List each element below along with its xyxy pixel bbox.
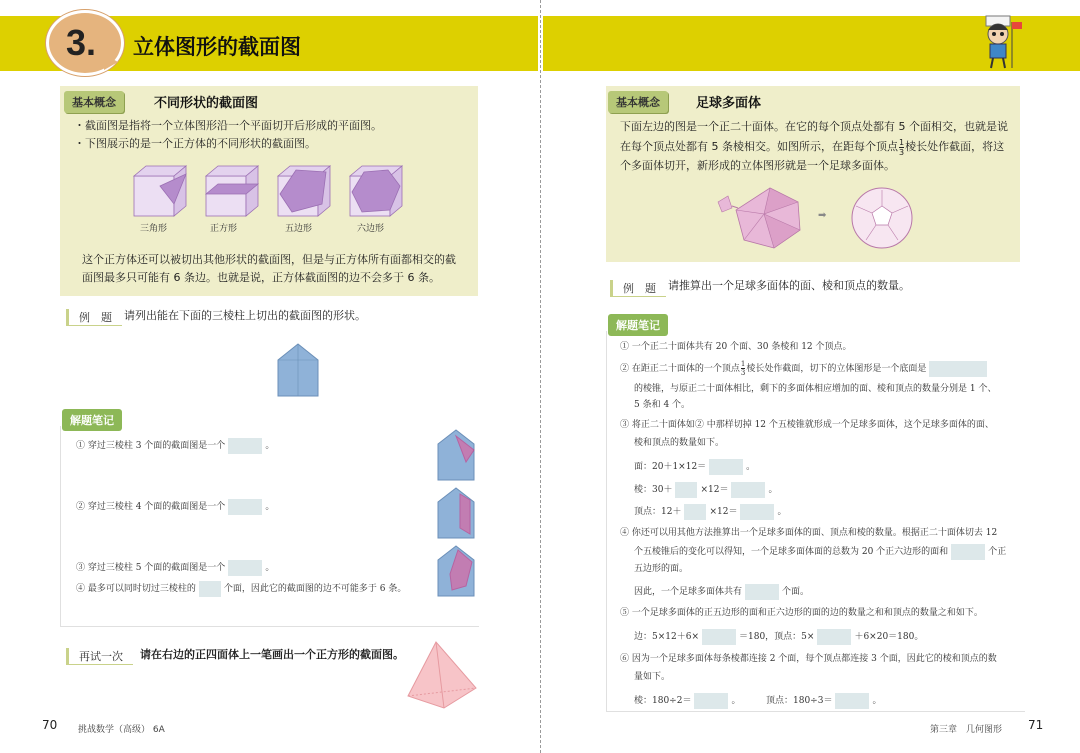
prism-cut-3-faces [436, 428, 478, 482]
answer-blank[interactable] [835, 693, 869, 709]
solution-line-2: ② 穿过三棱柱 4 个面的截面图是一个 。 [76, 496, 274, 518]
solution-line-3: ③ 穿过三棱柱 5 个面的截面图是一个 。 [76, 557, 274, 579]
sol-right-3a: ③ 将正二十面体如② 中那样切掉 12 个五棱锥就形成一个足球多面体，这个足球多面体的面、 [620, 420, 994, 430]
arrow-icon: ➡ [818, 210, 827, 221]
prism-cut-4-faces [436, 486, 478, 540]
paragraph-line-2: 面图最多只可能有 6 条边。也就是说，正方体截面图的边不会多于 6 条。 [82, 271, 440, 284]
retry-tag: 再试一次 [66, 648, 133, 665]
bullet-definition: ・截面图是指将一个立体图形沿一个平面切开后形成的平面图。 [74, 119, 382, 132]
sol-right-6b: 量如下。 [634, 672, 671, 682]
answer-blank[interactable] [228, 560, 262, 576]
triangular-prism-figure [276, 342, 320, 398]
shape-label-triangle: 三角形 [140, 224, 168, 234]
answer-blank[interactable] [228, 438, 262, 454]
edge-equation: 棱：30＋ ×12＝ 。 [634, 479, 777, 501]
sol-right-2c: 的棱锥，与原正二十面体相比，剩下的多面体相应增加的面、棱和顶点的数量分别是 1 个、 [634, 384, 997, 394]
concept-title-left: 不同形状的截面图 [154, 96, 259, 111]
example-text-right: 请推算出一个足球多面体的面、棱和顶点的数量。 [668, 279, 910, 292]
paragraph-right-1: 下面左边的图是一个正二十面体。在它的每个顶点处都有 5 个面相交，也就是说 [620, 120, 1008, 133]
sol-right-2a: ② 在距正二十面体的一个顶点 $\frac{1}{3}$ 棱长处作截面，切下的立体图形是一个底面是 [620, 358, 990, 380]
book-spine [540, 0, 541, 753]
footer-left: 挑战数学（高级） 6A [78, 725, 165, 735]
page-number-left: 70 [42, 718, 58, 732]
sol-right-3b: 棱和顶点的数量如下。 [634, 438, 725, 448]
mascot-illustration [980, 12, 1024, 70]
example-text-left: 请列出能在下面的三棱柱上切出的截面图的形状。 [124, 309, 366, 322]
solution-line-4: ④ 最多可以同时切过三棱柱的 个面，因此它的截面图的边不可能多于 6 条。 [76, 578, 406, 600]
face-equation: 面：20＋1×12＝ 。 [634, 456, 755, 478]
shape-label-hexagon: 六边形 [357, 224, 385, 234]
answer-blank[interactable] [731, 482, 765, 498]
shape-label-square: 正方形 [210, 224, 238, 234]
sol-right-4a: ④ 你还可以用其他方法推算出一个足球多面体的面、顶点和棱的数量。根据正二十面体切去 12 [620, 528, 998, 538]
badge-tail [104, 54, 118, 70]
sol-right-6a: ⑥ 因为一个足球多面体每条棱都连接 2 个面，每个顶点都连接 3 个面，因此它的棱和顶点的数 [620, 654, 997, 664]
sol-right-4b: 个五棱锥后的变化可以得知，一个足球多面体面的总数为 20 个正六边形的面和 个正 [634, 541, 1006, 563]
example-tag-left: 例 题 [66, 309, 122, 326]
sol-right-2d: 5 条和 4 个。 [634, 400, 691, 410]
bullet-cube-sections: ・下图展示的是一个正方体的不同形状的截面图。 [74, 137, 316, 150]
sol-right-4d: 五边形的面。 [634, 564, 689, 574]
answer-blank[interactable] [817, 629, 851, 645]
concept-tag-right: 基本概念 [608, 91, 668, 113]
answer-blank[interactable] [675, 482, 697, 498]
sol-right-1: ① 一个正二十面体共有 20 个面、30 条棱和 12 个顶点。 [620, 342, 852, 352]
answer-blank[interactable] [694, 693, 728, 709]
answer-blank[interactable] [740, 504, 774, 520]
answer-blank[interactable] [684, 504, 706, 520]
example-tag-right: 例 题 [610, 280, 666, 297]
note-tag-right: 解题笔记 [608, 314, 668, 336]
answer-blank[interactable] [951, 544, 985, 560]
answer-blank[interactable] [929, 361, 987, 377]
vertex-equation: 顶点：12＋ ×12＝ 。 [634, 501, 786, 523]
answer-blank[interactable] [709, 459, 743, 475]
cube-sections-figure [130, 164, 420, 226]
sol-right-6-vertices: 顶点：180÷3＝ 。 [766, 690, 881, 712]
sol-right-4e: 因此，一个足球多面体共有 个面。 [634, 581, 809, 603]
concept-title-right: 足球多面体 [696, 96, 762, 111]
page-number-right: 71 [1028, 718, 1044, 732]
paragraph-right-2: 在每个顶点处都有 5 条棱相交。如图所示，在距每个顶点 $\frac{1}{3}$ 棱长处作截面，将这 [620, 137, 1005, 157]
concept-tag-left: 基本概念 [64, 91, 124, 113]
answer-blank[interactable] [702, 629, 736, 645]
sol-right-5b: 边：5×12＋6× ＝180，顶点：5× ＋6×20＝180。 [634, 626, 923, 648]
paragraph-line-1: 这个正方体还可以被切出其他形状的截面图，但是与正方体所有面都相交的截 [82, 253, 456, 266]
answer-blank[interactable] [745, 584, 779, 600]
footer-right: 第三章 几何图形 [930, 725, 1003, 735]
prism-cut-5-faces [436, 544, 478, 598]
retry-text: 请在右边的正四面体上一笔画出一个正方形的截面图。 [140, 648, 404, 661]
tetrahedron-figure [404, 640, 480, 710]
note-tag-left: 解题笔记 [62, 409, 122, 431]
paragraph-right-3: 个多面体切开，新形成的立体图形就是一个足球多面体。 [620, 159, 895, 172]
chapter-title: 立体图形的截面图 [133, 35, 301, 59]
sol-right-6-edges: 棱：180÷2＝ 。 [634, 690, 740, 712]
answer-blank[interactable] [199, 581, 221, 597]
sol-right-5a: ⑤ 一个足球多面体的正五边形的面和正六边形的面的边的数量之和和顶点的数量之和如下。 [620, 608, 983, 618]
solution-line-1: ① 穿过三棱柱 3 个面的截面图是一个 。 [76, 435, 274, 457]
shape-label-pentagon: 五边形 [285, 224, 313, 234]
chapter-number: 3. [66, 22, 97, 63]
answer-blank[interactable] [228, 499, 262, 515]
